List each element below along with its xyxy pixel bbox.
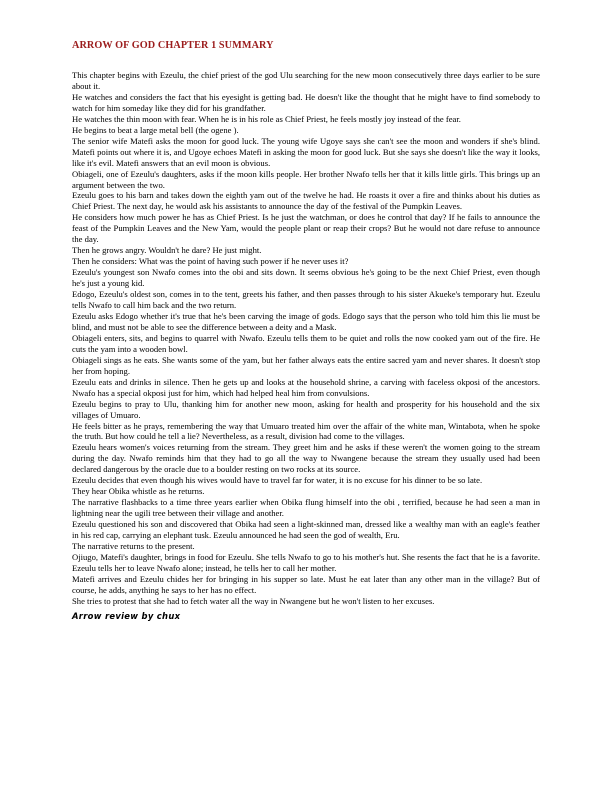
- paragraph: Matefi arrives and Ezeulu chides her for bringing in his supper so late. Must he eat later than any other man in the village? But of course, he adds, anything he says to her has no effect.: [72, 573, 540, 595]
- document-page: [72, 40, 540, 621]
- paragraph: He considers how much power he has as Chief Priest. Is he just the watchman, or does he control that day? If he fails to announce the feast of the Pumpkin Leaves and the New Yam, would the people plant or reap their crops? But he would not dare refuse to announce the day.: [72, 212, 540, 245]
- paragraph: Ezeulu's youngest son Nwafo comes into the obi and sits down. It seems obvious he's going to be the next Chief Priest, even though he's just a young kid.: [72, 267, 540, 289]
- paragraph: Ezeulu begins to pray to Ulu, thanking him for another new moon, asking for health and prosperity for his household and the six villages of Umuaro.: [72, 398, 540, 420]
- paragraph: Ezeulu eats and drinks in silence. Then he gets up and looks at the household shrine, a carving with faceless okposi of the ancestors. Nwafo has a special okposi just for him, which had helped heal him from convulsions.: [72, 376, 540, 398]
- paragraph: He watches and considers the fact that his eyesight is getting bad. He doesn't like the thought that he might have to find somebody to watch for him someday like they did for his grandfather.: [72, 91, 540, 113]
- document-body: [72, 70, 540, 607]
- paragraph: Ezeulu goes to his barn and takes down the eighth yam out of the twelve he had. He roasts it over a fire and thinks about his duties as Chief Priest. The next day, he would ask his assistants to announce the day of the festival of the Pumpkin Leaves.: [72, 190, 540, 212]
- paragraph: He watches the thin moon with fear. When he is in his role as Chief Priest, he feels mostly joy instead of the fear.: [72, 113, 461, 124]
- paragraph: Edogo, Ezeulu's oldest son, comes in to the tent, greets his father, and then passes through to his sister Akueke's temporary hut. Ezeulu tells Nwafo to call him back and the two return.: [72, 289, 540, 311]
- paragraph: The narrative returns to the present.: [72, 540, 195, 551]
- paragraph: Ojiugo, Matefi's daughter, brings in food for Ezeulu. She tells Nwafo to go to his mother's hut. She resents the fact that he is a favorite. Ezeulu tells her to leave Nwafo alone; instead, he tells her to call her mother.: [72, 551, 540, 573]
- paragraph: The narrative flashbacks to a time three years earlier when Obika flung himself into the obi , terrified, because he had seen a man in lightning near the ugili tree between their village and another.: [72, 497, 540, 519]
- paragraph: Ezeulu hears women's voices returning from the stream. They greet him and he asks if these weren't the women going to the stream during the day. Nwafo reminds him that they had to go all the way to Nwangene because the stream they usually used had been declared dangerous by the oracle due to a boulder resting on two rocks at its source.: [72, 442, 540, 475]
- paragraph: This chapter begins with Ezeulu, the chief priest of the god Ulu searching for the new moon consecutively three days earlier to be sure about it.: [72, 70, 540, 91]
- paragraph: Then he grows angry. Wouldn't he dare? He just might.: [72, 245, 262, 256]
- paragraph: Obiageli enters, sits, and begins to quarrel with Nwafo. Ezeulu tells them to be quiet and rolls the now cooked yam out of the fire. He cuts the yam into a wooden bowl.: [72, 332, 540, 354]
- paragraph: The senior wife Matefi asks the moon for good luck. The young wife Ugoye says she can't see the moon and wonders if she's blind. Matefi points out where it is, and Ugoye echoes Matefi in asking the moon for good luck. But she says she doesn't like the way it looks, like it's evil. Matefi answers that an evil moon is obvious.: [72, 135, 540, 168]
- paragraph: Then he considers: What was the point of having such power if he never uses it?: [72, 256, 349, 267]
- signature: Arrow review by chux: [72, 610, 181, 621]
- paragraph: Ezeulu questioned his son and discovered that Obika had seen a light-skinned man, dressed like a wealthy man with an eagle's feather in his red cap, carrying an elephant tusk. Ezeulu announced he had seen the god of wealth, Eru.: [72, 519, 540, 541]
- document-title: ARROW OF GOD CHAPTER 1 SUMMARY: [72, 40, 274, 51]
- paragraph: She tries to protest that she had to fetch water all the way in Nwangene but he won't listen to her excuses.: [72, 595, 435, 606]
- paragraph: He feels bitter as he prays, remembering the way that Umuaro treated him over the affair of the white man, Wintabota, when he spoke the truth. But how could he tell a lie? Nevertheless, as a result, division had come to the villages.: [72, 420, 540, 442]
- paragraph: He begins to beat a large metal bell (the ogene ).: [72, 124, 239, 135]
- paragraph: Obiageli, one of Ezeulu's daughters, asks if the moon kills people. Her brother Nwafo tells her that it kills little girls. This brings up an argument between the two.: [72, 168, 540, 190]
- paragraph: They hear Obika whistle as he returns.: [72, 486, 205, 497]
- paragraph: Ezeulu decides that even though his wives would have to travel far for water, it is no excuse for his dinner to be so late.: [72, 475, 483, 486]
- paragraph: Obiageli sings as he eats. She wants some of the yam, but her father always eats the entire sacred yam and never shares. It doesn't stop her from hoping.: [72, 354, 540, 376]
- paragraph: Ezeulu asks Edogo whether it's true that he's been carving the image of gods. Edogo says that the person who told him this lie must be blind, and must not be able to see the difference between a deity and a Mask.: [72, 310, 540, 332]
